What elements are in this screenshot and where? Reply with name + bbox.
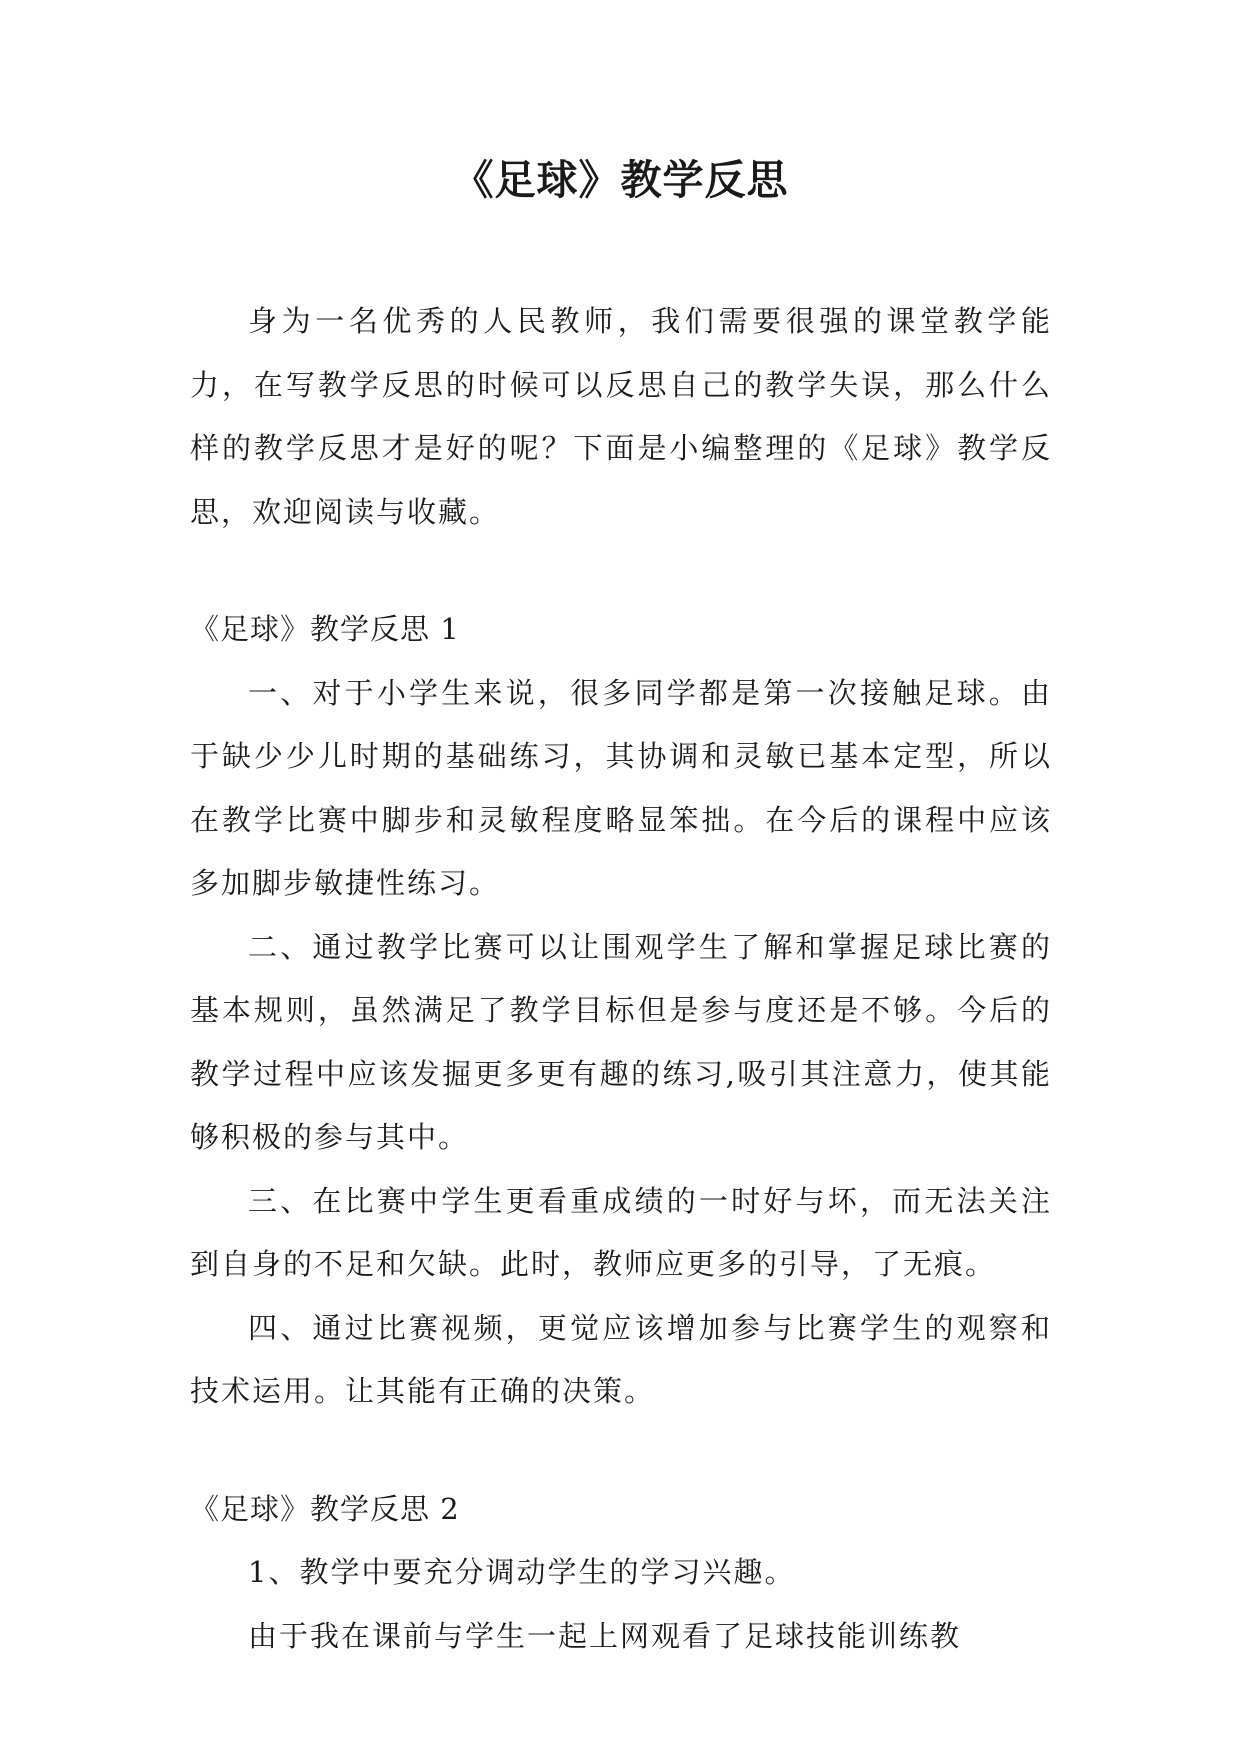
document-body <box>190 290 1052 1668</box>
section-2-heading: 《足球》教学反思 2 <box>190 1491 460 1526</box>
section-2-paragraph-1: 1、教学中要充分调动学生的学习兴趣。 <box>248 1555 796 1589</box>
intro-paragraph: 身为一名优秀的人民教师，我们需要很强的课堂教学能力，在写教学反思的时候可以反思自己的教学失误，那么什么样的教学反思才是好的呢？下面是小编整理的《足球》教学反思，欢迎阅读与收藏。 <box>190 304 1052 529</box>
section-1-paragraph-3: 三、在比赛中学生更看重成绩的一时好与坏，而无法关注到自身的不足和欠缺。此时，教师应更多的引导，了无痕。 <box>190 1183 1052 1281</box>
section-1-paragraph-2: 二、通过教学比赛可以让围观学生了解和掌握足球比赛的基本规则，虽然满足了教学目标但是参与度还是不够。今后的教学过程中应该发掘更多更有趣的练习,吸引其注意力，使其能够积极的参与其中。 <box>190 929 1052 1154</box>
section-2 <box>190 1478 1052 1669</box>
section-spacer <box>190 544 1052 598</box>
section-1-heading: 《足球》教学反思 1 <box>190 612 460 646</box>
section-1-paragraph-1: 一、对于小学生来说，很多同学都是第一次接触足球。由于缺少少儿时期的基础练习，其协调和灵敏已基本定型，所以在教学比赛中脚步和灵敏程度略显笨拙。在今后的课程中应该多加脚步敏捷性练习。 <box>190 675 1052 900</box>
section-1-paragraph-4: 四、通过比赛视频，更觉应该增加参与比赛学生的观察和技术运用。让其能有正确的决策。 <box>190 1310 1052 1408</box>
section-1 <box>190 598 1052 1424</box>
section-spacer <box>190 1424 1052 1478</box>
section-2-paragraph-2: 由于我在课前与学生一起上网观看了足球技能训练教 <box>248 1618 962 1653</box>
document-title: 《足球》教学反思 <box>452 156 789 204</box>
